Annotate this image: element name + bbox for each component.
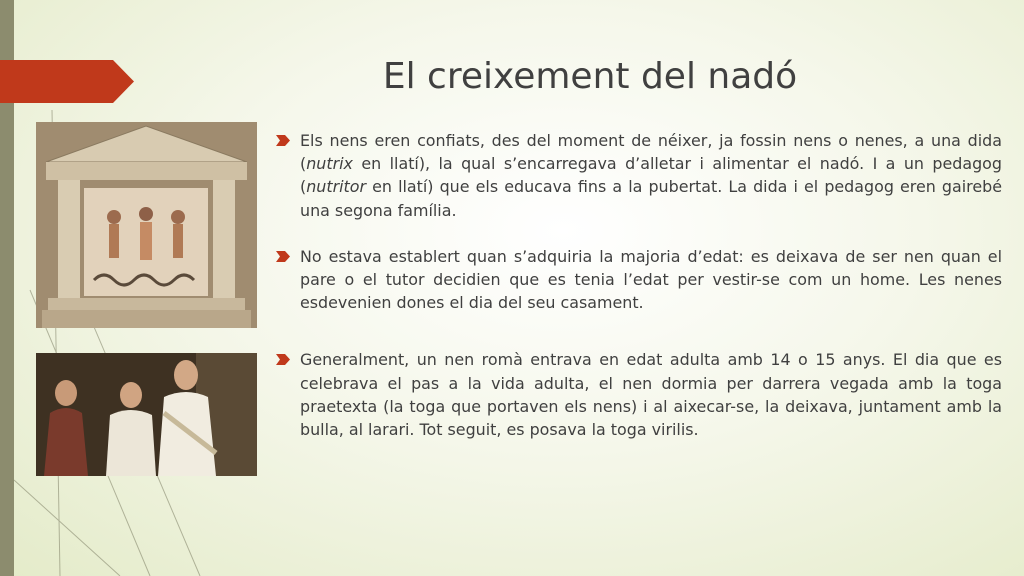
bullet-text: No estava establert quan s’adquiria la majoria d’edat: es deixava de ser nen quan el pare o el tutor decidien que es tenia l’edat per vestir-se com un home. Les nenes esdevenien dones el dia del seu casament. <box>300 246 1002 313</box>
bullet-text: en llatí) que els educava fins a la pubertat. La dida i el pedagog eren gairebé una segona família. <box>300 177 1002 220</box>
slide-title: El creixement del nadó <box>382 56 798 97</box>
title-arrow-shape <box>0 60 134 103</box>
bullet-text: en llatí), la qual s’encarregava d’alletar i alimentar el nadó. I a un pedagog ( <box>300 154 1002 197</box>
bullet-item <box>276 245 1002 315</box>
bullet-emphasis: nutritor <box>306 177 367 197</box>
bullet-item <box>276 129 1002 222</box>
roman-family-scene-photo <box>36 353 257 476</box>
bullet-list <box>276 129 1002 464</box>
bullet-arrow-icon <box>276 354 290 365</box>
bullet-arrow-icon <box>276 251 290 262</box>
bullet-item <box>276 348 1002 441</box>
bullet-text: Els nens eren confiats, des del moment de néixer, ja fossin nens o nenes, a una dida ( <box>300 131 1002 174</box>
bullet-emphasis: nutrix <box>306 154 353 174</box>
bullet-text: Generalment, un nen romà entrava en edat adulta amb 14 o 15 anys. El dia que es celebrava el pas a la vida adulta, el nen dormia per darrera vegada amb la toga praetexta (la toga que portaven els nens) i al aixecar-se, la deixava, juntament amb la bulla, al larari. Tot seguit, es posava la toga virilis. <box>300 350 1002 440</box>
bullet-arrow-icon <box>276 135 290 146</box>
lararium-fresco-photo <box>36 122 257 328</box>
